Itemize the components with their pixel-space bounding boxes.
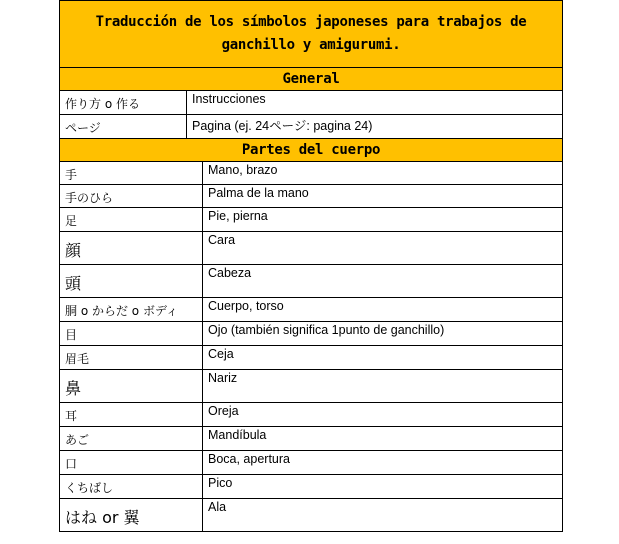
table-row bbox=[60, 298, 563, 322]
spanish-translation: Nariz bbox=[203, 370, 563, 403]
spanish-translation: Mano, brazo bbox=[203, 162, 563, 185]
translation-table bbox=[59, 0, 563, 532]
table-row bbox=[60, 185, 563, 208]
table-row bbox=[60, 346, 563, 370]
japanese-term: あご bbox=[60, 427, 203, 451]
table-row bbox=[60, 403, 563, 427]
table-row bbox=[60, 208, 563, 232]
spanish-translation: Palma de la mano bbox=[203, 185, 563, 208]
table-row bbox=[60, 91, 563, 115]
japanese-term: はね or 翼 bbox=[60, 499, 203, 532]
title-row bbox=[60, 1, 563, 68]
spanish-translation: Mandíbula bbox=[203, 427, 563, 451]
japanese-term: 足 bbox=[60, 208, 203, 232]
spanish-translation: Ala bbox=[203, 499, 563, 532]
table-row bbox=[60, 427, 563, 451]
spanish-translation: Cara bbox=[203, 232, 563, 265]
table-row bbox=[60, 265, 563, 298]
japanese-term: 目 bbox=[60, 322, 203, 346]
japanese-term: 作り方 o 作る bbox=[60, 91, 187, 115]
table-row bbox=[60, 322, 563, 346]
table-row bbox=[60, 162, 563, 185]
japanese-term: ページ bbox=[60, 115, 187, 139]
table-row bbox=[60, 451, 563, 475]
japanese-term: 胴 o からだ o ボディ bbox=[60, 298, 203, 322]
japanese-term: 手 bbox=[60, 162, 203, 185]
spanish-translation: Ceja bbox=[203, 346, 563, 370]
spanish-translation: Pico bbox=[203, 475, 563, 499]
spanish-translation: Oreja bbox=[203, 403, 563, 427]
table-row bbox=[60, 499, 563, 532]
section-header-row bbox=[60, 139, 563, 162]
table-row bbox=[60, 370, 563, 403]
document-title: Traducción de los símbolos japoneses para trabajos de ganchillo y amigurumi. bbox=[60, 1, 563, 68]
japanese-term: くちばし bbox=[60, 475, 203, 499]
section-header-row bbox=[60, 68, 563, 91]
table-row bbox=[60, 115, 563, 139]
japanese-term: 鼻 bbox=[60, 370, 203, 403]
section-header-general: General bbox=[60, 68, 563, 91]
japanese-term: 眉毛 bbox=[60, 346, 203, 370]
spanish-translation: Cabeza bbox=[203, 265, 563, 298]
spanish-translation: Pagina (ej. 24ページ: pagina 24) bbox=[187, 115, 563, 139]
japanese-term: 手のひら bbox=[60, 185, 203, 208]
translation-document bbox=[59, 0, 562, 532]
spanish-translation: Boca, apertura bbox=[203, 451, 563, 475]
spanish-translation: Cuerpo, torso bbox=[203, 298, 563, 322]
table-row bbox=[60, 475, 563, 499]
spanish-translation: Pie, pierna bbox=[203, 208, 563, 232]
japanese-term: 耳 bbox=[60, 403, 203, 427]
spanish-translation: Instrucciones bbox=[187, 91, 563, 115]
spanish-translation: Ojo (también significa 1punto de ganchillo) bbox=[203, 322, 563, 346]
section-header-body-parts: Partes del cuerpo bbox=[60, 139, 563, 162]
japanese-term: 頭 bbox=[60, 265, 203, 298]
japanese-term: 口 bbox=[60, 451, 203, 475]
japanese-term: 顔 bbox=[60, 232, 203, 265]
table-row bbox=[60, 232, 563, 265]
